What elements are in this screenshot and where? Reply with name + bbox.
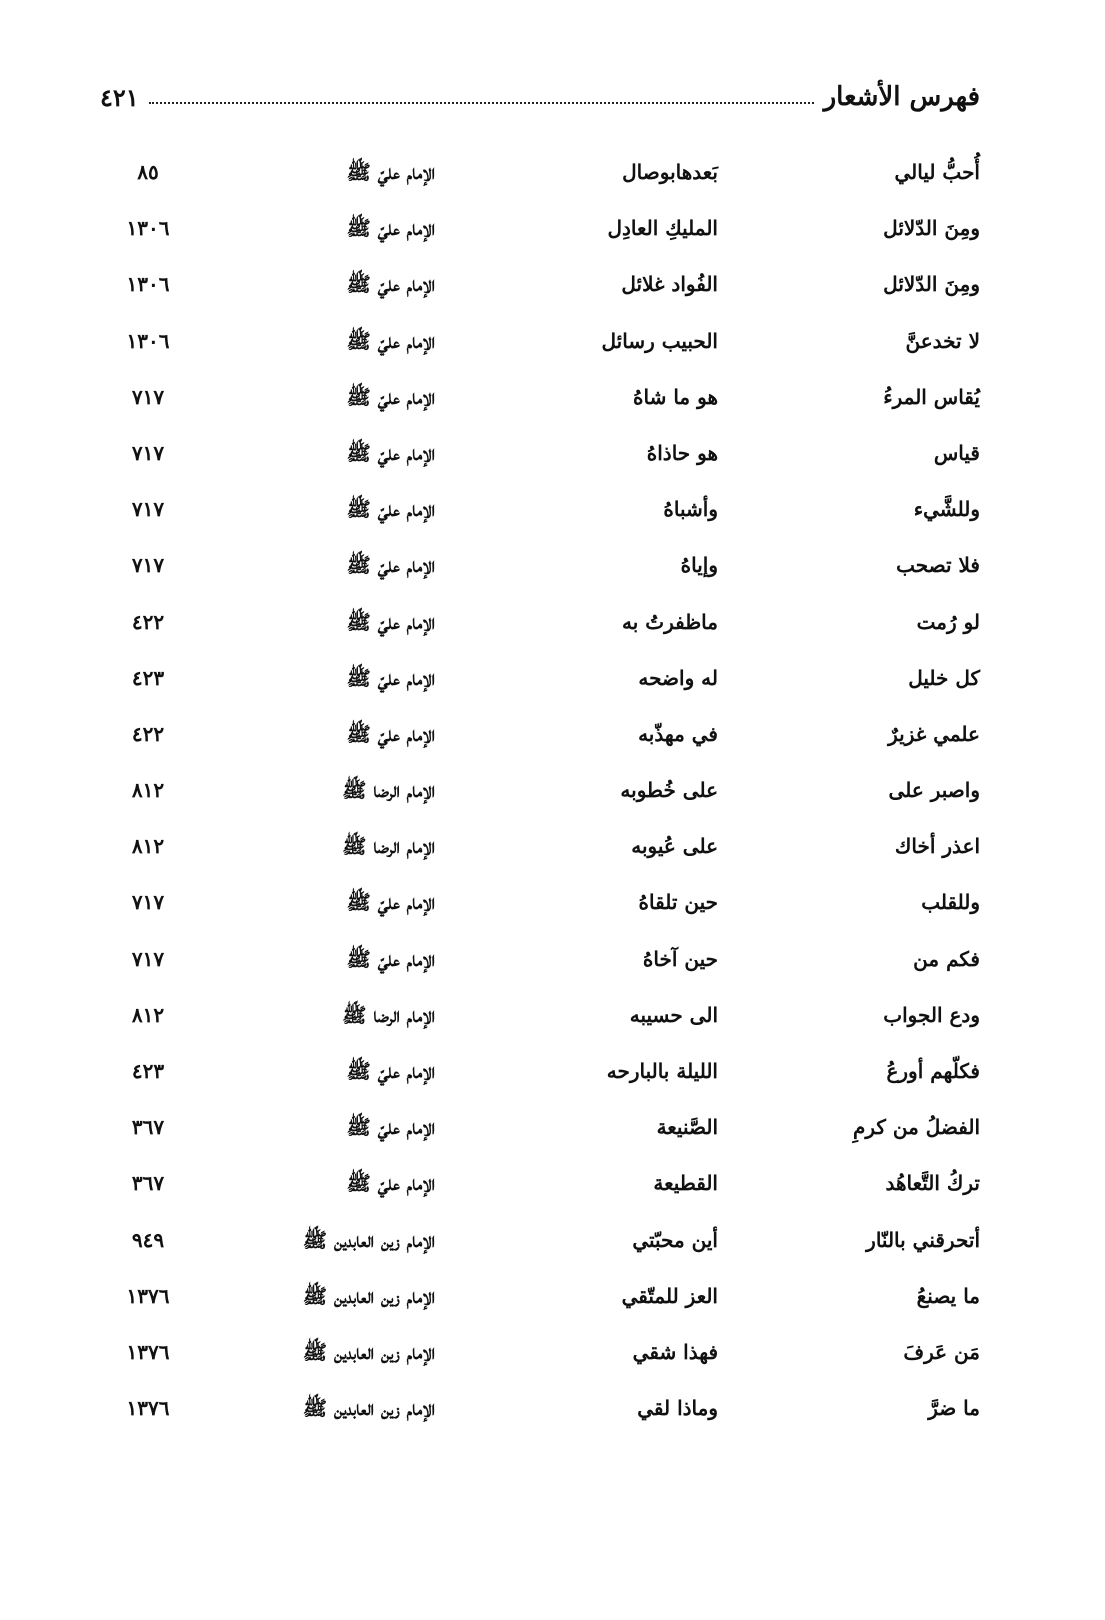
verse-start: فكلّهم أورعُ [886,1059,980,1083]
verse-start: علمي غزيرٌ [888,721,980,746]
page-title: فهرس الأشعار [823,82,980,112]
poet-name: الإمام الرضا ﷺ [342,1002,435,1027]
index-row [100,714,980,770]
verse-end: حين تلقاهُ [638,890,718,915]
index-row [100,602,980,658]
index-row [100,882,980,938]
verse-start: لا تخدعنَّ [905,328,980,353]
poet-name: الإمام عليّ ﷺ [346,1171,435,1196]
verse-start: الفضلُ من كرمِ [852,1115,980,1140]
verse-start: يُقاس المرءُ [883,384,980,409]
verse-start: ما يصنعُ [916,1283,980,1308]
verse-start: وللقلب [921,890,980,915]
page-ref: ٤٢٣ [131,1059,165,1083]
verse-start: اعذر أخاك [894,834,980,859]
poet-name: الإمام عليّ ﷺ [346,553,435,578]
poet-name: الإمام زين العابدين ﷺ [302,1283,435,1308]
page-ref: ٧١٧ [131,553,165,578]
page-ref: ٤٢٢ [131,721,165,746]
verse-start: واصبر على [888,778,980,803]
verse-end: المليكِ العادِل [607,216,718,241]
page-ref: ٧١٧ [131,890,165,915]
index-row [100,770,980,826]
index-row [100,433,980,489]
verse-end: له واضحه [638,665,718,690]
verse-end: الفُواد غلائل [621,272,718,297]
page-ref: ٩٤٩ [131,1227,165,1252]
verse-start: فكم من [913,946,980,971]
verse-end: على عُيوبه [631,834,718,859]
verse-end: الى حسيبه [629,1002,718,1027]
index-row [100,939,980,995]
verse-end: الليلة بالبارحه [606,1059,718,1083]
page-ref: ٤٢٣ [131,665,165,690]
verse-end: وماذا لقي [637,1396,718,1421]
page-header [100,70,980,110]
verse-end: القطيعة [653,1171,718,1196]
poet-name: الإمام عليّ ﷺ [346,272,435,297]
page-ref: ١٣٠٦ [126,216,170,241]
index-row [100,377,980,433]
verse-start: وللشَّيء [913,497,980,522]
poet-name: الإمام عليّ ﷺ [346,160,435,184]
index-row [100,995,980,1051]
verse-start: ومِنَ الدّلائل [883,216,980,241]
poet-name: الإمام عليّ ﷺ [346,1059,435,1083]
verse-start: كل خليل [908,665,980,690]
poet-name: الإمام عليّ ﷺ [346,384,435,409]
verse-start: أتحرقني بالنّار [866,1227,980,1252]
index-row [100,658,980,714]
poet-name: الإمام عليّ ﷺ [346,216,435,241]
poet-name: الإمام عليّ ﷺ [346,946,435,971]
verse-start: ما ضرَّ [928,1396,980,1421]
poet-name: الإمام عليّ ﷺ [346,665,435,690]
index-row [100,1276,980,1332]
verse-end: هو ما شاهُ [633,384,718,409]
poet-name: الإمام عليّ ﷺ [346,440,435,465]
verse-end: هو حاذاهُ [646,440,718,465]
page-ref: ٨١٢ [131,1002,165,1027]
page-ref: ١٣٧٦ [126,1283,170,1308]
page-ref: ٤٢٢ [131,609,165,634]
index-row [100,208,980,264]
verse-start: مَن عَرفَ [903,1339,980,1364]
page-ref: ٧١٧ [131,497,165,522]
poet-name: الإمام زين العابدين ﷺ [302,1339,435,1364]
verse-start: ودع الجواب [883,1002,980,1027]
index-row [100,1332,980,1388]
header-dot-leader [149,102,814,104]
verse-end: أين محبّتي [632,1227,718,1252]
verse-start: لو رُمت [916,609,980,634]
verse-start: تركُ التَّعاهُد [885,1171,980,1196]
poet-name: الإمام عليّ ﷺ [346,890,435,915]
page-ref: ٧١٧ [131,946,165,971]
page-ref: ٣٦٧ [131,1171,165,1196]
page-ref: ٨٥ [137,160,159,184]
verse-end: وإياهُ [680,553,718,578]
page-ref: ٣٦٧ [131,1115,165,1140]
verse-end: وأشباهُ [663,497,718,522]
index-row [100,1388,980,1444]
verse-end: حين آخاهُ [642,946,718,971]
verse-start: فلا تصحب [896,553,980,578]
poet-name: الإمام عليّ ﷺ [346,1115,435,1140]
verse-end: في مهذّبه [638,721,718,746]
index-row [100,826,980,882]
verse-start: قياس [933,440,980,465]
index-row [100,545,980,601]
verse-start: ومِنَ الدّلائل [883,272,980,297]
index-row [100,152,980,208]
verse-start: أُحبُّ ليالي [894,160,980,184]
poet-name: الإمام الرضا ﷺ [342,834,435,859]
page-ref: ١٣٠٦ [126,272,170,297]
page-ref: ١٣٧٦ [126,1339,170,1364]
index-row [100,264,980,320]
page-ref: ١٣٧٦ [126,1396,170,1421]
poet-name: الإمام زين العابدين ﷺ [302,1227,435,1252]
index-row [100,489,980,545]
index-row [100,1220,980,1276]
poetry-index-list [100,152,980,1444]
verse-end: فهذا شقي [632,1339,718,1364]
index-row [100,321,980,377]
poet-name: الإمام عليّ ﷺ [346,497,435,522]
verse-end: الصَّنيعة [656,1115,718,1140]
poet-name: الإمام عليّ ﷺ [346,609,435,634]
index-row [100,1051,980,1107]
verse-end: بَعدهابوصال [622,160,718,184]
page-ref: ٨١٢ [131,778,165,803]
poet-name: الإمام الرضا ﷺ [342,778,435,803]
verse-end: على خُطوبه [620,778,718,803]
page-ref: ٧١٧ [131,440,165,465]
poet-name: الإمام زين العابدين ﷺ [302,1396,435,1421]
index-row [100,1107,980,1163]
page-number: ٤٢١ [100,83,139,112]
page-ref: ٨١٢ [131,834,165,859]
poet-name: الإمام عليّ ﷺ [346,328,435,353]
verse-end: الحبيب رسائل [601,328,718,353]
verse-end: ماظفرتُ به [622,609,718,634]
verse-end: العز للمتّقي [621,1283,718,1308]
index-row [100,1163,980,1219]
page-ref: ٧١٧ [131,384,165,409]
page-ref: ١٣٠٦ [126,328,170,353]
poet-name: الإمام عليّ ﷺ [346,721,435,746]
